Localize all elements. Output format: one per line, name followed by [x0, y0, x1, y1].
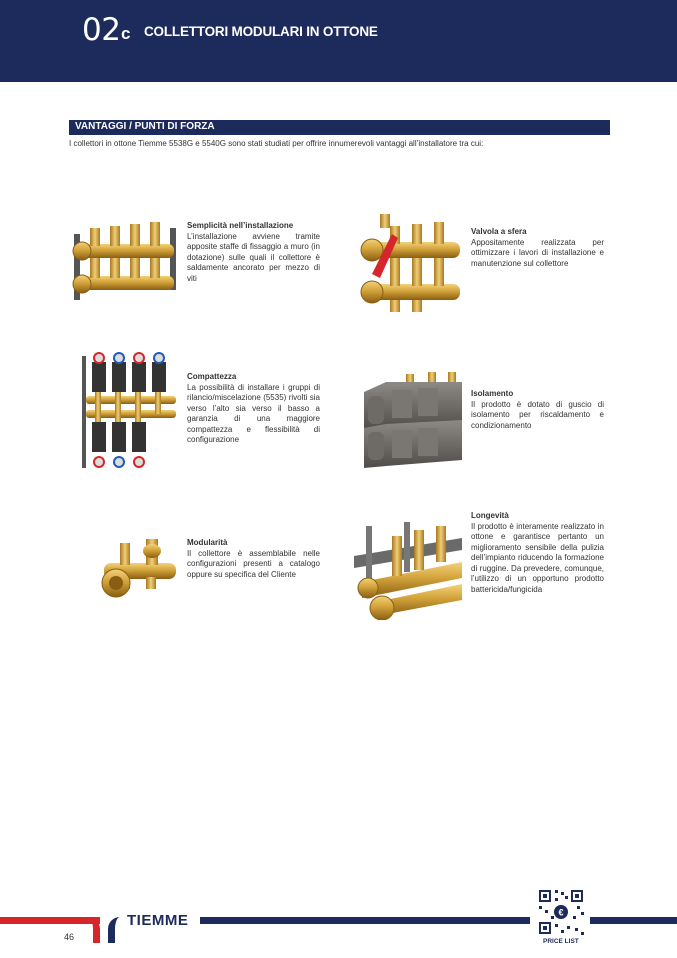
chapter-number: 02 — [82, 12, 121, 48]
feature-body: L’installazione avviene tramite apposite staffe di fissaggio a muro (in dotazione) sulle quali il collettore è saldamente ancorato per mezzo di viti — [187, 231, 320, 283]
feature-title: Longevità — [471, 511, 509, 520]
feature-body: Appositamente realizzata per ottimizzare i lavori di installazione e manutenzione sul collettore — [471, 237, 604, 268]
qr-label: PRICE LIST — [543, 938, 579, 945]
insulation-shell-image — [362, 370, 464, 470]
footer-blue-stripe-right — [590, 917, 677, 924]
manifold-wall-bracket-image — [70, 214, 182, 306]
footer-blue-curve — [108, 917, 122, 943]
svg-text:€: € — [558, 907, 564, 918]
feature-isolamento — [471, 389, 604, 431]
feature-longevita — [471, 511, 604, 595]
feature-valvola — [471, 227, 604, 269]
brass-manifold-bracket-image — [352, 516, 464, 620]
section-heading-bar — [69, 120, 610, 135]
feature-body: Il prodotto è dotato di guscio di isolamento per riscaldamento e condizionamento — [471, 399, 604, 430]
modular-manifold-image — [94, 535, 180, 601]
brand-logo: TIEMME — [127, 912, 189, 929]
chapter-letter: c — [121, 24, 131, 43]
manifold-ball-valve-image — [356, 210, 466, 314]
feature-modularita — [187, 538, 320, 580]
section-intro: I collettori in ottone Tiemme 5538G e 5540G sono stati studiati per offrire innumerevoli vantaggi all’installatore tra cui: — [69, 139, 484, 148]
page-title: COLLETTORI MODULARI IN OTTONE — [144, 24, 378, 39]
feature-body: Il collettore è assemblabile nelle configurazioni presenti a catalogo oppure su specifica del Cliente — [187, 548, 320, 579]
pump-groups-image — [80, 350, 180, 474]
section-title: VANTAGGI / PUNTI DI FORZA — [75, 121, 215, 132]
feature-body: La possibilità di installare i gruppi di rilancio/miscelazione (5535) rivolti sia verso l’alto sia verso il basso a garanzia di una maggiore compattezza e flessibilità di configurazione — [187, 382, 320, 444]
feature-title: Semplicità nell’installazione — [187, 221, 294, 230]
feature-semplicita — [187, 221, 320, 284]
page-header — [0, 0, 677, 82]
qr-code-icon[interactable] — [537, 888, 585, 936]
feature-title: Valvola a sfera — [471, 227, 527, 236]
feature-title: Isolamento — [471, 389, 514, 398]
feature-compattezza — [187, 372, 320, 446]
footer-red-stripe — [0, 917, 100, 924]
footer-blue-stripe — [200, 917, 530, 924]
page-number: 46 — [64, 932, 75, 942]
feature-title: Modularità — [187, 538, 228, 547]
feature-body: Il prodotto è interamente realizzato in ottone e garantisce pertanto un miglioramento sensibile della pulizia dell’impianto riducendo la formazione di ruggine. Da prevedere, comunque, l’utilizzo di un opportuno prodotto battericida/fungicida — [471, 521, 604, 594]
feature-title: Compattezza — [187, 372, 237, 381]
